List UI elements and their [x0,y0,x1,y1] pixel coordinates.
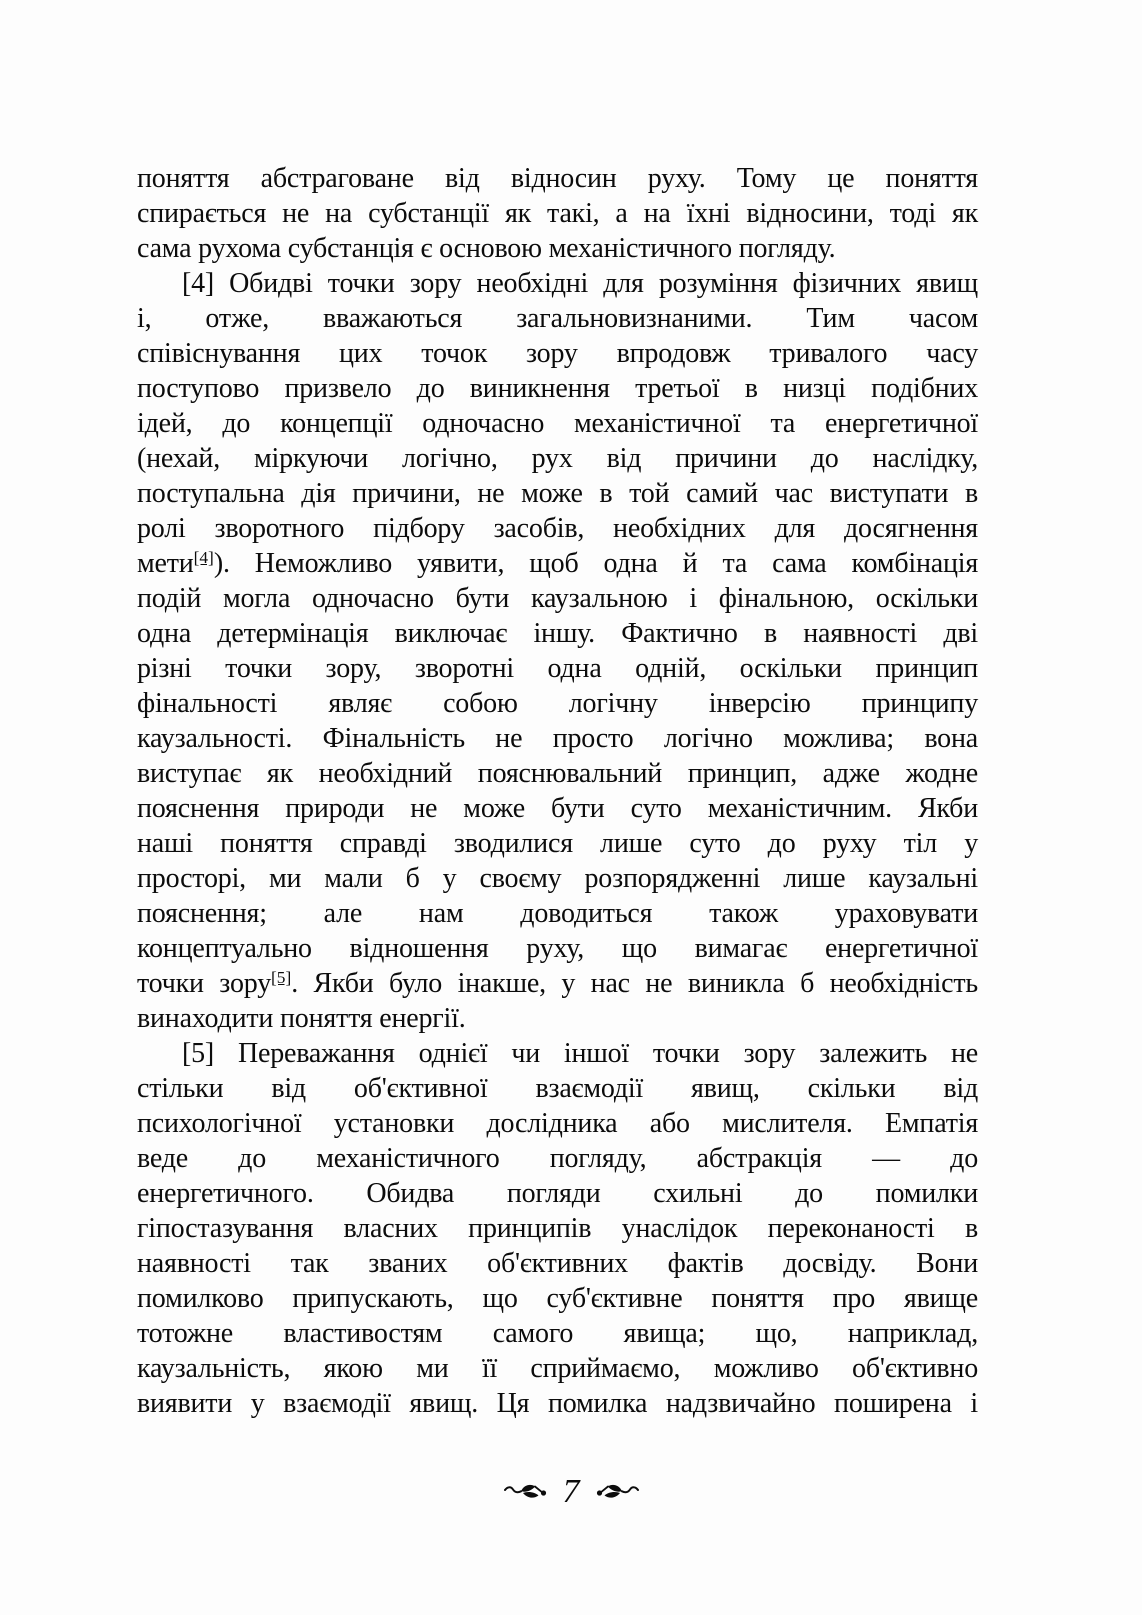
text-run: спирається не на субстанції як такі, а на їхні відносини, тоді як [137,198,978,229]
footnote-ref[interactable]: [4] [193,548,214,568]
text-line [137,161,978,196]
text-run: наявності так званих об'єктивних фактів досвіду. Вони [137,1248,978,1279]
footer [0,1472,1142,1512]
text-run: ). Неможливо уявити, щоб одна й та сама комбінація [213,548,978,579]
text-run: пояснення; але нам доводиться також ураховувати [137,898,978,929]
text-line [137,196,978,231]
text-line [137,441,978,476]
text-line [137,511,978,546]
text-line [137,231,978,266]
text-run: наші поняття справді зводилися лише суто до руху тіл у [137,828,978,859]
text-line [137,1036,978,1071]
text-line [137,301,978,336]
text-line [137,721,978,756]
text-line [137,1316,978,1351]
text-run: винаходити поняття енергії. [137,1003,466,1034]
text-line [137,861,978,896]
text-run: точки зору [137,968,271,999]
text-run: і, отже, вважаються загальновизнаними. Тим часом [137,303,978,334]
text-run: психологічної установки дослідника або мислителя. Емпатія [137,1108,978,1139]
text-run: просторі, ми мали б у своєму розпорядженні лише каузальні [137,863,978,894]
text-line [137,966,978,1001]
text-line [137,1386,978,1421]
text-line [137,686,978,721]
text-line [137,1176,978,1211]
text-run: . Якби було інакше, у нас не виникла б необхідність [291,968,978,999]
text-run: ідей, до концепції одночасно механістичної та енергетичної [137,408,978,439]
footnote-ref[interactable]: [5] [271,968,292,988]
text-run: каузальності. Фінальність не просто логічно можлива; вона [137,723,978,754]
text-run: (нехай, міркуючи логічно, рух від причини до наслідку, [137,443,978,474]
text-line [137,1246,978,1281]
text-run: мети [137,548,194,579]
text-run: різні точки зору, зворотні одна одній, оскільки принцип [137,653,978,684]
text-run: [4] Обидві точки зору необхідні для розуміння фізичних явищ [182,268,978,299]
text-line [137,406,978,441]
text-run: співіснування цих точок зору впродовж тривалого часу [137,338,978,369]
text-line [137,931,978,966]
text-run: подій могла одночасно бути каузальною і фінальною, оскільки [137,583,978,614]
text-run: [5] Переважання однієї чи іншої точки зору залежить не [182,1038,978,1069]
text-line [137,371,978,406]
text-run: сама рухома субстанція є основою механістичного погляду. [137,233,836,264]
text-line [137,616,978,651]
text-run: пояснення природи не може бути суто механістичним. Якби [137,793,978,824]
text-run: гіпостазування власних принципів унаслідок переконаності в [137,1213,978,1244]
floral-flourish-right-icon [594,1482,640,1502]
text-run: стільки від об'єктивної взаємодії явищ, скільки від [137,1073,978,1104]
text-run: одна детермінація виключає іншу. Фактично в наявності дві [137,618,978,649]
text-run: фінальності являє собою логічну інверсію принципу [137,688,978,719]
text-run: тотожне властивостям самого явища; що, наприклад, [137,1318,978,1349]
text-line [137,581,978,616]
text-line [137,1106,978,1141]
text-line [137,1351,978,1386]
text-line [137,1281,978,1316]
text-run: концептуально відношення руху, що вимагає енергетичної [137,933,978,964]
text-line [137,1211,978,1246]
text-line [137,1071,978,1106]
text-line [137,756,978,791]
page-number: 7 [562,1473,580,1510]
text-line [137,476,978,511]
text-run: виступає як необхідний пояснювальний принцип, адже жодне [137,758,978,789]
text-line [137,1141,978,1176]
text-run: помилково припускають, що суб'єктивне поняття про явище [137,1283,978,1314]
text-run: виявити у взаємодії явищ. Ця помилка надзвичайно поширена і [137,1388,978,1419]
text-line [137,651,978,686]
text-line [137,826,978,861]
text-line [137,336,978,371]
text-run: веде до механістичного погляду, абстракція — до [137,1143,978,1174]
text-run: енергетичного. Обидва погляди схильні до помилки [137,1178,978,1209]
text-run: поняття абстраговане від відносин руху. Тому це поняття [137,163,978,194]
text-line [137,896,978,931]
floral-flourish-left-icon [503,1482,549,1502]
text-line [137,791,978,826]
text-run: ролі зворотного підбору засобів, необхідних для досягнення [137,513,978,544]
text-run: каузальність, якою ми її сприймаємо, можливо об'єктивно [137,1353,978,1384]
text-line [137,546,978,581]
text-line [137,1001,978,1036]
text-block [137,161,978,1421]
text-line [137,266,978,301]
text-run: поступальна дія причини, не може в той самий час виступати в [137,478,978,509]
text-run: поступово призвело до виникнення третьої в низці подібних [137,373,978,404]
